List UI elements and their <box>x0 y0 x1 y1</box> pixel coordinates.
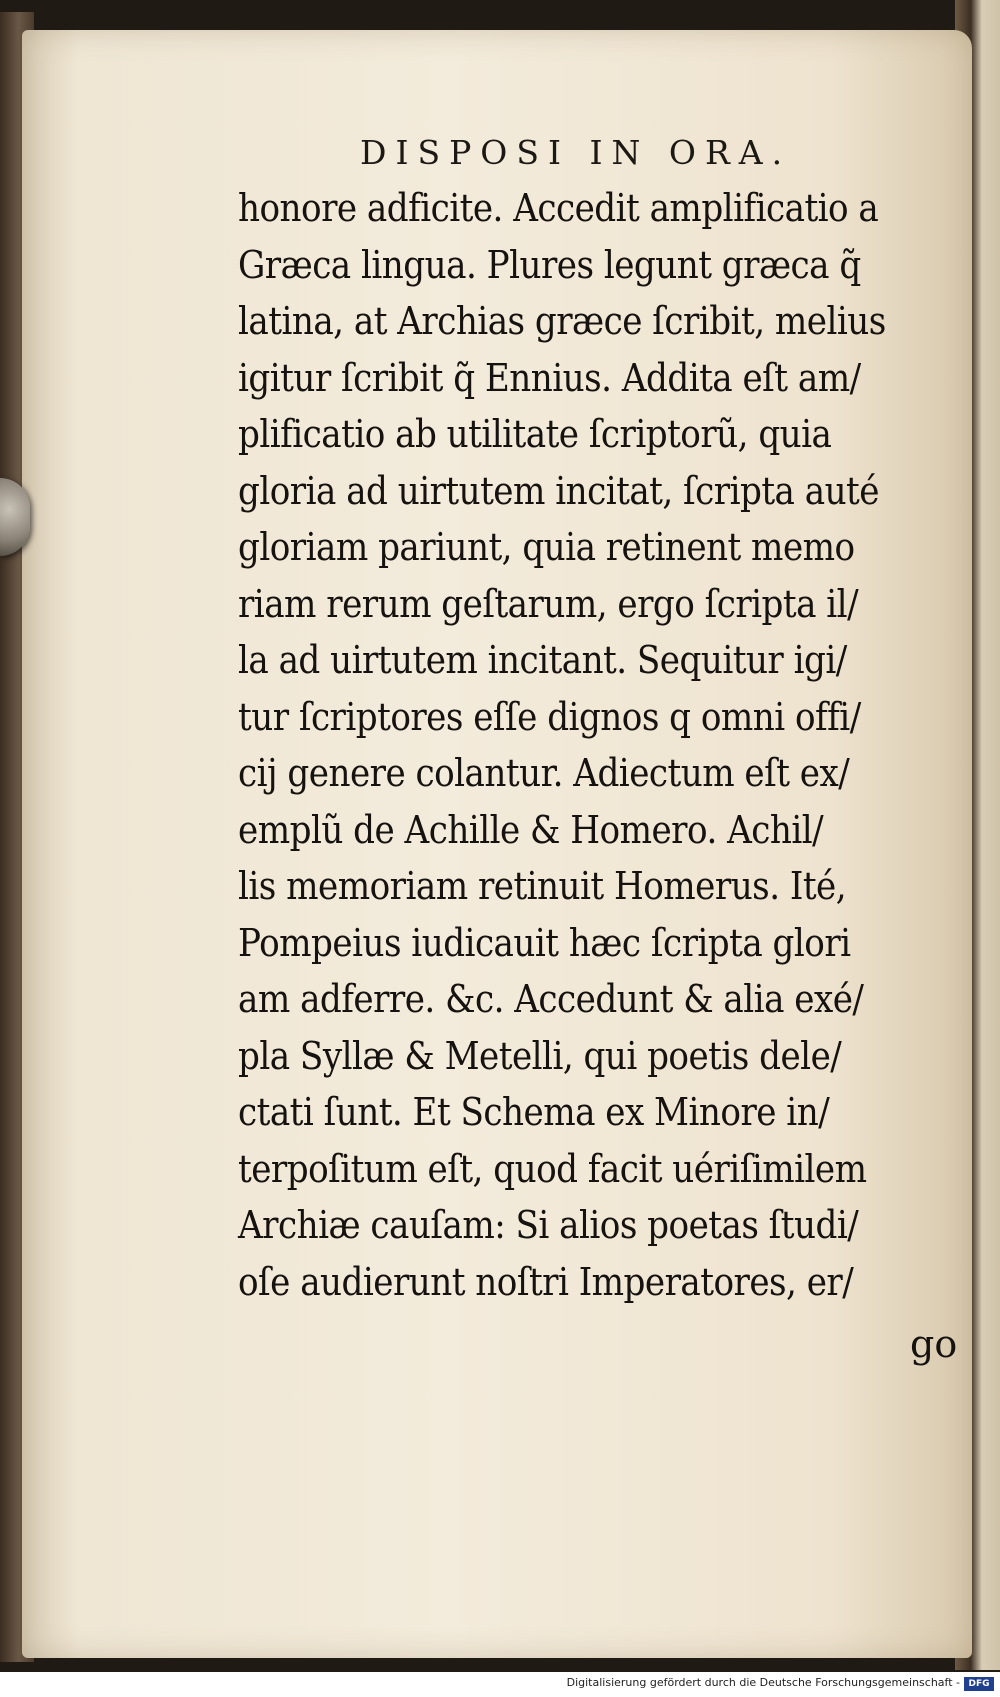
text-line: Archiæ cauſam: Si alios poetas ſtudi/ <box>238 1203 859 1247</box>
text-line: tur ſcriptores eſſe dignos q omni offi/ <box>238 694 861 739</box>
dfg-logo: DFG <box>964 1677 994 1691</box>
text-line: ctati ſunt. Et Schema ex Minore in/ <box>238 1090 830 1134</box>
digitization-credit: Digitalisierung gefördert durch die Deutsche Forschungsgemeinschaft - <box>566 1676 960 1689</box>
running-head: DISPOSI IN ORA. <box>360 133 792 172</box>
text-line: riam rerum geſtarum, ergo ſcripta il/ <box>238 581 859 626</box>
text-line: lis memoriam retinuit Homerus. Ité, <box>238 864 847 908</box>
catchword: go <box>910 1322 958 1366</box>
text-line: latina, at Archias græce ſcribit, melius <box>238 299 886 343</box>
text-line: Græca lingua. Plures legunt græca q̃ <box>238 242 861 287</box>
text-line: oſe audierunt noſtri Imperatores, er/ <box>238 1259 854 1304</box>
text-line: plificatio ab utilitate ſcriptorũ, quia <box>238 412 832 456</box>
text-line: honore adficite. Accedit amplificatio a <box>238 186 879 230</box>
text-line: Pompeius iudicauit hæc ſcripta glori <box>238 920 851 965</box>
text-line: pla Syllæ & Metelli, qui poetis dele/ <box>238 1033 842 1078</box>
text-line: terpoſitum eſt, quod facit uériſimilem <box>238 1146 867 1191</box>
text-line: gloriam pariunt, quia retinent memo <box>238 525 855 569</box>
text-line: gloria ad uirtutem incitat, ſcripta auté <box>238 468 879 513</box>
text-line: cij genere colantur. Adiectum eſt ex/ <box>238 751 850 795</box>
text-line: igitur ſcribit q̃ Ennius. Addita eſt am/ <box>238 355 861 400</box>
text-block <box>238 180 958 1310</box>
text-line: la ad uirtutem incitant. Sequitur igi/ <box>238 638 847 682</box>
text-line: am adferre. &c. Accedunt & alia exé/ <box>238 977 864 1021</box>
text-line: emplũ de Achille & Homero. Achil/ <box>238 807 824 852</box>
